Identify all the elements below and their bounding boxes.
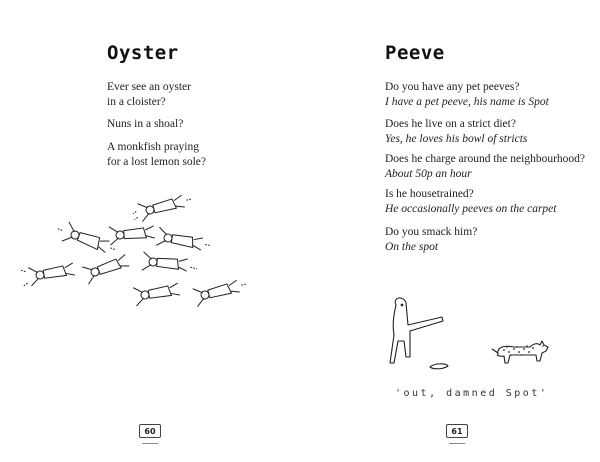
question: Do you have any pet peeves?: [385, 81, 520, 93]
qa-pair: [385, 187, 556, 217]
page-number-underline: [449, 439, 465, 444]
verse-line: Nuns in a shoal?: [107, 118, 184, 130]
poem-title: Peeve: [385, 42, 445, 64]
question: Do you smack him?: [385, 226, 478, 238]
page-number-underline: [142, 439, 158, 444]
question: Is he housetrained?: [385, 188, 474, 200]
page-number: 60: [139, 424, 161, 438]
figure-pointing-at-spotted-dog-icon: [370, 295, 570, 385]
stanza: [107, 140, 206, 170]
verse-line: in a cloister?: [107, 96, 166, 108]
stanza: [107, 117, 183, 132]
question: Does he charge around the neighbourhood?: [385, 153, 586, 165]
swimming-nuns-icon: [20, 180, 270, 320]
verse-line: Ever see an oyster: [107, 81, 191, 93]
answer: Yes, he loves his bowl of stricts: [385, 133, 528, 145]
answer: He occasionally peeves on the carpet: [385, 203, 557, 215]
verse-line: for a lost lemon sole?: [107, 156, 207, 168]
answer: I have a pet peeve, his name is Spot: [385, 96, 549, 108]
stanza: [107, 80, 191, 110]
illustration-caption: 'out, damned Spot': [395, 388, 549, 399]
qa-pair: [385, 152, 585, 182]
answer: About 50p an hour: [385, 168, 472, 180]
qa-pair: [385, 117, 527, 147]
page-number: 61: [446, 424, 468, 438]
right-page: [300, 0, 600, 462]
verse-line: A monkfish praying: [107, 141, 199, 153]
qa-pair: [385, 80, 549, 110]
poem-title: Oyster: [107, 42, 179, 64]
qa-pair: [385, 225, 477, 255]
answer: On the spot: [385, 241, 439, 253]
question: Does he live on a strict diet?: [385, 118, 516, 130]
